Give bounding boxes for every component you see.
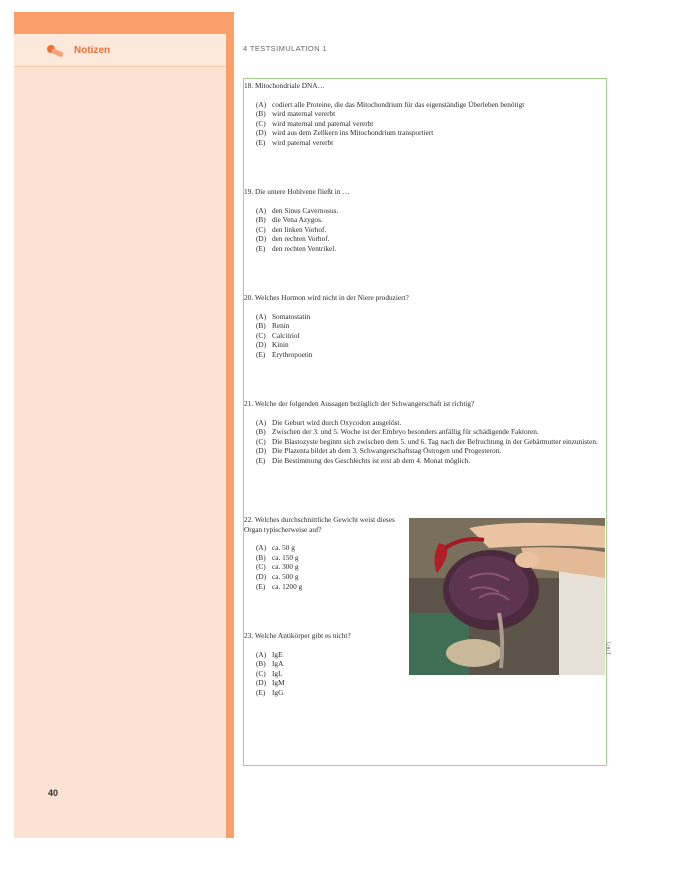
answer-option: (C) Die Blastozyste beginnt sich zwischen dem 5. und 6. Tag nach der Befruchtung in der Gebärmutter einzunisten. xyxy=(256,436,598,446)
answer-option: (E) ca. 1200 g xyxy=(256,581,303,591)
question-stem: 21. Welche der folgenden Aussagen bezüglich der Schwangerschaft ist richtig? xyxy=(244,399,475,408)
answer-option: (E) wird paternal vererbt xyxy=(256,137,334,147)
question-stem: 23. Welche Antikörper gibt es nicht? xyxy=(244,631,351,640)
answer-option: (B) wird maternal vererbt xyxy=(256,109,336,119)
question-stem: 18. Mitochondriale DNA… xyxy=(244,81,325,90)
page-number: 40 xyxy=(48,788,59,798)
question-23 xyxy=(244,631,404,698)
pencil-icon xyxy=(46,43,68,57)
answer-option: (B) IgA xyxy=(256,659,284,669)
answer-option: (D) wird aus dem Zellkern ins Mitochondrium transportiert xyxy=(256,128,434,138)
answer-option: (D) den rechten Vorhof. xyxy=(256,234,330,244)
photo-credit: [787] xyxy=(606,642,612,654)
answer-option: (C) den linken Vorhof. xyxy=(256,224,327,234)
answer-option: (E) den rechten Ventrikel. xyxy=(256,243,337,253)
answer-options xyxy=(244,206,604,254)
answer-option: (A) codiert alle Proteine, die das Mitochondrium für das eigenständige Überleben benötigt xyxy=(256,99,525,109)
answer-option: (A) Somatostatin xyxy=(256,311,311,321)
answer-option: (D) Kinin xyxy=(256,340,289,350)
answer-option: (E) Erythropoetin xyxy=(256,349,313,359)
question-19 xyxy=(244,187,604,254)
notes-label: Notizen xyxy=(74,44,111,56)
answer-option: (D) IgM xyxy=(256,678,285,688)
answer-option: (D) ca. 500 g xyxy=(256,571,299,581)
placenta-photo xyxy=(409,518,605,675)
sidebar-accent-strip xyxy=(226,12,234,838)
answer-option: (A) ca. 50 g xyxy=(256,543,295,553)
answer-option: (B) Renin xyxy=(256,321,290,331)
section-title: 4 TESTSIMULATION 1 xyxy=(243,44,328,53)
answer-option: (B) ca. 150 g xyxy=(256,552,299,562)
question-box xyxy=(243,78,612,766)
question-stem: 22. Welches durchschnittliche Gewicht weist dieses Organ typischerweise auf? xyxy=(244,515,395,534)
answer-options xyxy=(244,100,604,148)
answer-option: (E) Die Bestimmung des Geschlechts ist erst ab dem 4. Monat möglich. xyxy=(256,455,471,465)
answer-options xyxy=(244,312,604,360)
question-20 xyxy=(244,293,604,360)
answer-options xyxy=(244,418,604,466)
answer-option: (C) Calcitriol xyxy=(256,330,300,340)
answer-option: (A) IgE xyxy=(256,649,283,659)
answer-option: (A) den Sinus Cavernosus. xyxy=(256,205,339,215)
notes-sidebar xyxy=(14,12,234,838)
question-22 xyxy=(244,515,404,591)
answer-option: (E) IgG xyxy=(256,687,284,697)
answer-option: (C) IgL xyxy=(256,668,283,678)
answer-option: (A) Die Geburt wird durch Oxycodon ausgelöst. xyxy=(256,417,402,427)
question-18 xyxy=(244,81,604,148)
question-21 xyxy=(244,399,604,466)
answer-option: (C) wird maternal und paternal vererbt xyxy=(256,118,374,128)
question-stem: 20. Welches Hormon wird nicht in der Niere produziert? xyxy=(244,293,409,302)
answer-option: (D) Die Plazenta bildet ab dem 3. Schwangerschaftstag Östrogen und Progesteron. xyxy=(256,446,502,456)
sidebar-top-band xyxy=(14,12,234,34)
answer-options xyxy=(244,543,404,591)
notes-header xyxy=(14,34,226,67)
answer-option: (C) ca. 300 g xyxy=(256,562,299,572)
answer-option: (B) die Vena Azygos. xyxy=(256,215,323,225)
question-stem: 19. Die untere Hohlvene fließt in … xyxy=(244,187,350,196)
answer-option: (B) Zwischen der 3. und 5. Woche ist der Embryo besonders anfällig für schädigende Faktoren. xyxy=(256,427,539,437)
answer-options xyxy=(244,650,404,698)
